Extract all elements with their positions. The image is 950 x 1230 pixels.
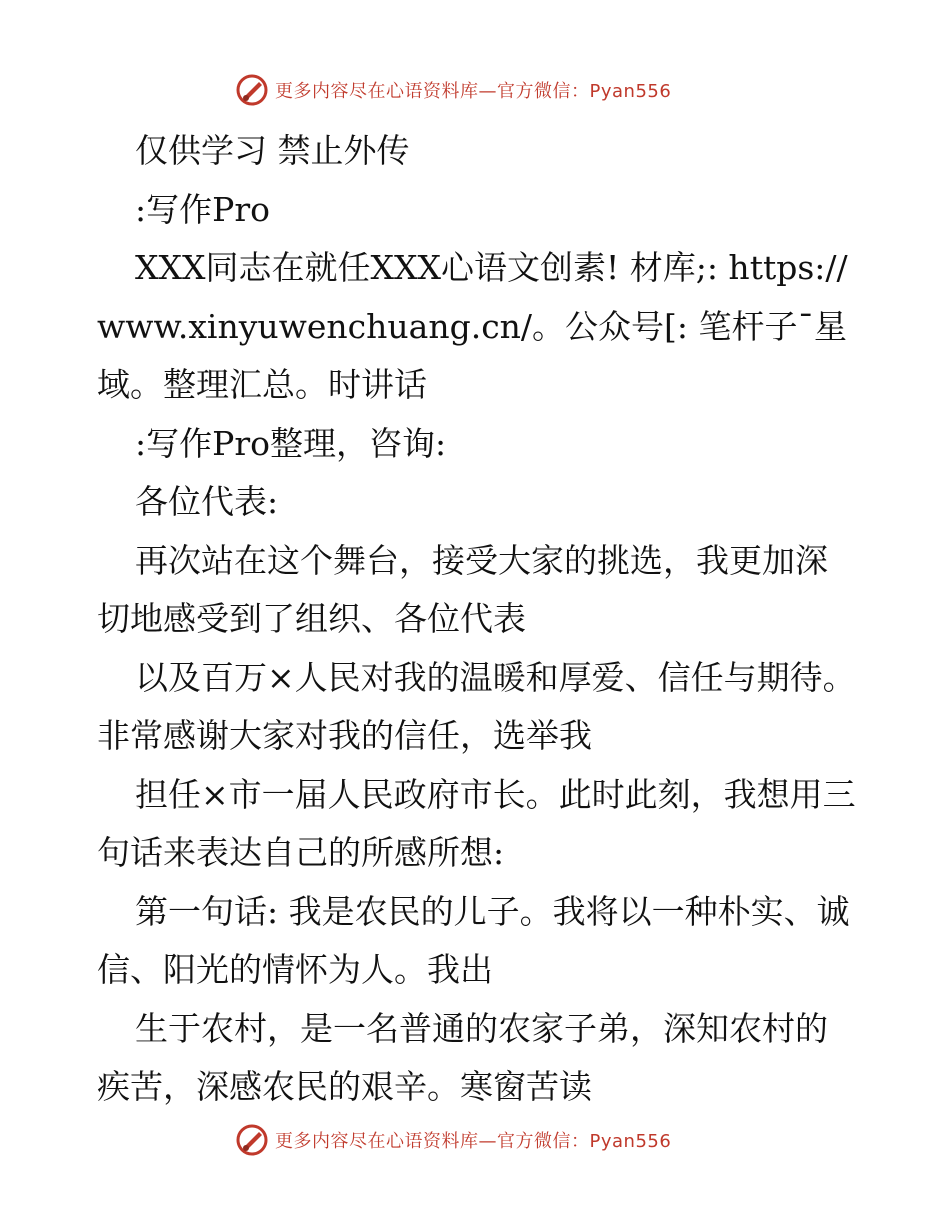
watermark-banner-top: [235, 70, 755, 110]
brush-logo-icon: [235, 73, 269, 107]
watermark-banner-bottom: [235, 1120, 755, 1160]
paragraph: 生于农村，是一名普通的农家子弟，深知农村的疾苦，深感农民的艰辛。寒窗苦读: [97, 1008, 828, 1106]
paragraph: 各位代表:: [135, 482, 279, 521]
brush-logo-icon: [235, 1123, 269, 1157]
watermark-text: 更多内容尽在心语资料库—官方微信：Pyan556: [275, 1131, 672, 1152]
paragraph: 再次站在这个舞台，接受大家的挑选，我更加深切地感受到了组织、各位代表: [97, 540, 828, 638]
watermark-text: 更多内容尽在心语资料库—官方微信：Pyan556: [275, 81, 672, 102]
paragraph: 第一句话: 我是农民的儿子。我将以一种朴实、诚信、阳光的情怀为人。我出: [97, 891, 850, 989]
paragraph: 担任×市一届人民政府市长。此时此刻，我想用三句话来表达自己的所感所想:: [97, 774, 856, 872]
document-body: [97, 122, 857, 1117]
paragraph: :写作Pro: [135, 189, 270, 229]
paragraph: :写作Pro整理，咨询:: [135, 423, 447, 463]
paragraph: 以及百万×人民对我的温暖和厚爱、信任与期待。非常感谢大家对我的信任，选举我: [97, 657, 856, 755]
paragraph: 仅供学习 禁止外传: [135, 131, 410, 170]
paragraph: XXX同志在就任XXX心语文创素! 材库;: https://www.xinyuwenchuang.cn/。公众号[: 笔杆子¯星域。整理汇总。时讲话: [97, 248, 848, 404]
